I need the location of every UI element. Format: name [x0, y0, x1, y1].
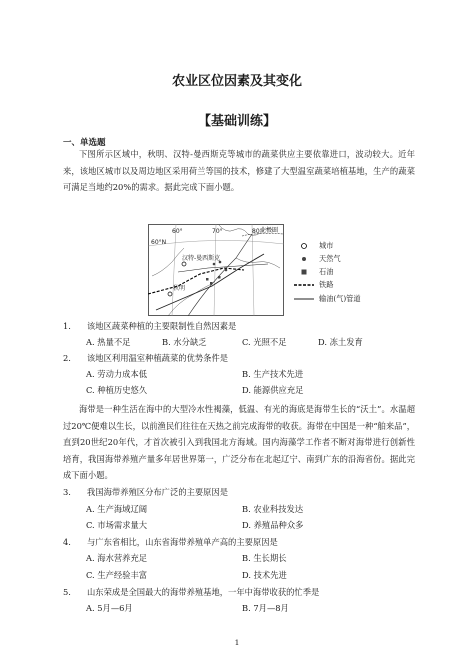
map-lon-60: 60°: [172, 228, 183, 235]
q1-option-b[interactable]: B. 水分缺乏: [162, 337, 207, 347]
city-icon: [293, 241, 315, 251]
map-city-khanty: 汉特-曼西斯克: [182, 255, 221, 262]
map-lat-60: 60°N: [151, 239, 167, 246]
q4-option-c[interactable]: C. 生产经验丰富: [86, 570, 148, 580]
q2-option-d[interactable]: D. 能源供应充足: [242, 385, 304, 395]
passage-1: 下图所示区域中，秋明、汉特-曼西斯克等城市的蔬菜供应主要依靠进口，波动较大。近年来，该地区城市以及周边地区采用荷兰等国的技术，修建了大型温室蔬菜培植基地，生产的蔬菜可满足当地约20%的需求。据此完成下面小题。: [63, 149, 415, 193]
map-city-tyumen: 秋明: [173, 285, 186, 292]
section-heading: 【基础训练】: [197, 114, 276, 129]
q4-option-a[interactable]: A. 海水营养充足: [86, 553, 148, 563]
q3-option-d[interactable]: D. 养殖品种众多: [242, 520, 304, 530]
question-1: 1. 该地区蔬菜种植的主要限制性自然因素是: [63, 321, 237, 331]
q5-option-a[interactable]: A. 5月—6月: [86, 603, 133, 613]
legend-gas: 天然气: [293, 254, 341, 264]
document-title: 农业区位因素及其变化: [171, 74, 302, 89]
map-lon-70: 70°: [212, 228, 223, 235]
q1-option-c[interactable]: C. 光照不足: [242, 337, 287, 347]
question-3: 3. 我国海带养殖区分布广泛的主要原因是: [63, 487, 229, 497]
legend-pipeline: 输油(气)管道: [293, 294, 361, 304]
q3-option-c[interactable]: C. 市场需求量大: [86, 520, 148, 530]
legend-city: 城市: [293, 241, 333, 251]
question-5: 5. 山东荣成是全国最大的海带养殖基地，一年中海带收获的忙季是: [63, 587, 320, 597]
passage-2: 海带是一种生活在海中的大型冷水性褐藻，低温、有光的海底是海带生长的“沃土”。水温超过20℃便难以生长，以前渔民们往往在天热之前完成海带的收获。海带在中国是一种“舶来品”，直到20世纪20年代，才首次被引入到我国北方海域。国内海藻学工作者不断对海带进行创新性培育，我国海带养殖产量多年居世界第一，广泛分布在北起辽宁、南到广东的沿海省份。据此完成下面小题。: [63, 404, 415, 481]
railway-icon: [293, 280, 315, 290]
map-lon-80: 80°: [252, 228, 263, 235]
oil-icon: [293, 267, 315, 277]
q2-option-a[interactable]: A. 劳动力成本低: [86, 369, 148, 379]
subsection-heading: 一、单选题: [63, 138, 106, 148]
legend-oil: 石油: [293, 267, 333, 277]
q1-option-d[interactable]: D. 冻土发育: [318, 337, 363, 347]
pipeline-icon: [293, 294, 315, 304]
question-2: 2. 该地区利用温室种植蔬菜的优势条件是: [63, 353, 229, 363]
region-map: [148, 224, 284, 316]
gas-icon: [293, 254, 315, 264]
q4-option-d[interactable]: D. 技术先进: [242, 570, 287, 580]
q3-option-a[interactable]: A. 生产海域辽阔: [86, 504, 148, 514]
q5-option-b[interactable]: B. 7月—8月: [242, 603, 289, 613]
page-number: 1: [234, 638, 240, 647]
q3-option-b[interactable]: B. 农业科技发达: [242, 504, 304, 514]
map-arctic-circle: 北极圈: [260, 227, 279, 234]
q2-option-c[interactable]: C. 种植历史悠久: [86, 385, 148, 395]
q1-option-a[interactable]: A. 热量不足: [86, 337, 131, 347]
q2-option-b[interactable]: B. 生产技术先进: [242, 369, 304, 379]
question-4: 4. 与广东省相比，山东省海带养殖单产高的主要原因是: [63, 537, 278, 547]
q4-option-b[interactable]: B. 生长期长: [242, 553, 287, 563]
legend-railway: 铁路: [293, 280, 333, 290]
